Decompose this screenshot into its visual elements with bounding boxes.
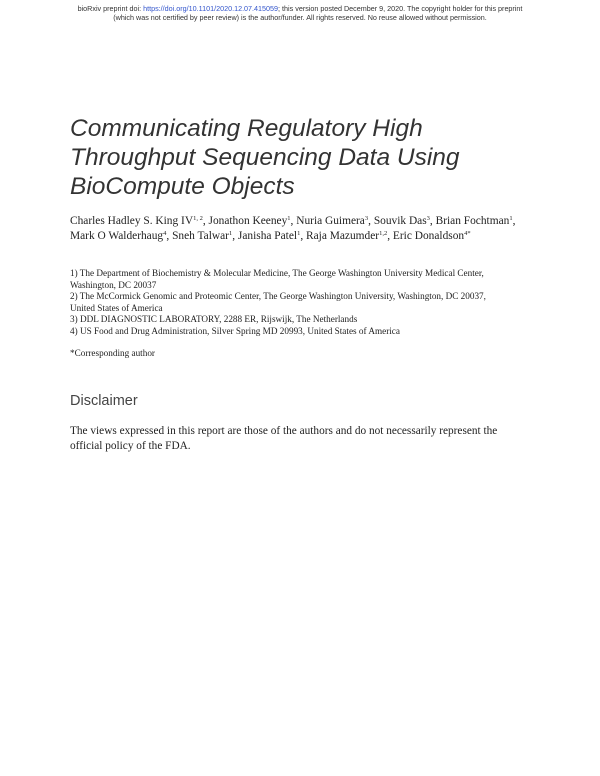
author-affiliation-mark: 3 — [364, 215, 369, 222]
author-name: Charles Hadley S. King IV — [70, 215, 194, 227]
affiliation-line: 4) US Food and Drug Administration, Silver Spring MD 20993, United States of America — [70, 325, 400, 336]
author-name: , Nuria Guimera — [290, 215, 365, 227]
author-affiliation-mark: 1, 2 — [193, 215, 203, 222]
affiliation-line: 3) DDL DIAGNOSTIC LABORATORY, 2288 ER, Rijswijk, The Netherlands — [70, 314, 358, 325]
author-name: , Eric Donaldson — [387, 229, 465, 242]
author-name: , Mark O Walderhaug — [70, 215, 516, 242]
corresponding-author-note: *Corresponding author — [70, 348, 155, 358]
affiliations — [70, 268, 550, 338]
doi-link[interactable]: https://doi.org/10.1101/2020.12.07.415059 — [143, 4, 279, 13]
author-affiliation-mark: 3 — [426, 215, 430, 222]
title-line: Communicating Regulatory High — [70, 115, 423, 142]
author-affiliation-mark: 1 — [287, 215, 291, 222]
notice-suffix: ; this version posted December 9, 2020. The copyright holder for this preprint — [278, 4, 523, 13]
preprint-notice — [0, 5, 600, 22]
author-affiliation-mark: 4 — [163, 229, 167, 237]
author-affiliation-mark: 4* — [464, 229, 471, 237]
author-name: , Sneh Talwar — [166, 229, 229, 242]
title-line: BioCompute Objects — [70, 173, 295, 200]
author-affiliation-mark: 1 — [228, 229, 233, 237]
affiliation-line: 1) The Department of Biochemistry & Molecular Medicine, The George Washington University Medical Center, — [70, 268, 484, 278]
author-list — [70, 214, 540, 243]
author-affiliation-mark: 1,2 — [379, 229, 388, 237]
preprint-notice-line-2: (which was not certified by peer review) is the author/funder. All rights reserved. No reuse allowed without permission. — [113, 12, 487, 22]
author-affiliation-mark: 1 — [297, 229, 301, 237]
affiliation-line: United States of America — [70, 302, 163, 313]
affiliation-line: Washington, DC 20037 — [70, 279, 157, 290]
disclaimer-line: official policy of the FDA. — [70, 440, 191, 452]
author-affiliation-mark: 1 — [509, 215, 513, 222]
affiliation-line: 2) The McCormick Genomic and Proteomic Center, The George Washington University, Washington, DC 20037, — [70, 291, 486, 302]
disclaimer-line: The views expressed in this report are those of the authors and do not necessarily represent the — [70, 425, 498, 437]
disclaimer-heading: Disclaimer — [70, 393, 138, 409]
author-name: , Jonathon Keeney — [202, 215, 288, 227]
notice-prefix: bioRxiv preprint doi: — [77, 4, 144, 13]
disclaimer-body — [70, 424, 540, 454]
author-name: , Janisha Patel — [232, 229, 298, 242]
paper-title — [70, 114, 550, 201]
title-line: Throughput Sequencing Data Using — [70, 144, 460, 171]
author-name: , Souvik Das — [368, 215, 427, 227]
author-name: , Raja Mazumder — [300, 229, 380, 242]
author-name: , Brian Fochtman — [429, 215, 510, 227]
